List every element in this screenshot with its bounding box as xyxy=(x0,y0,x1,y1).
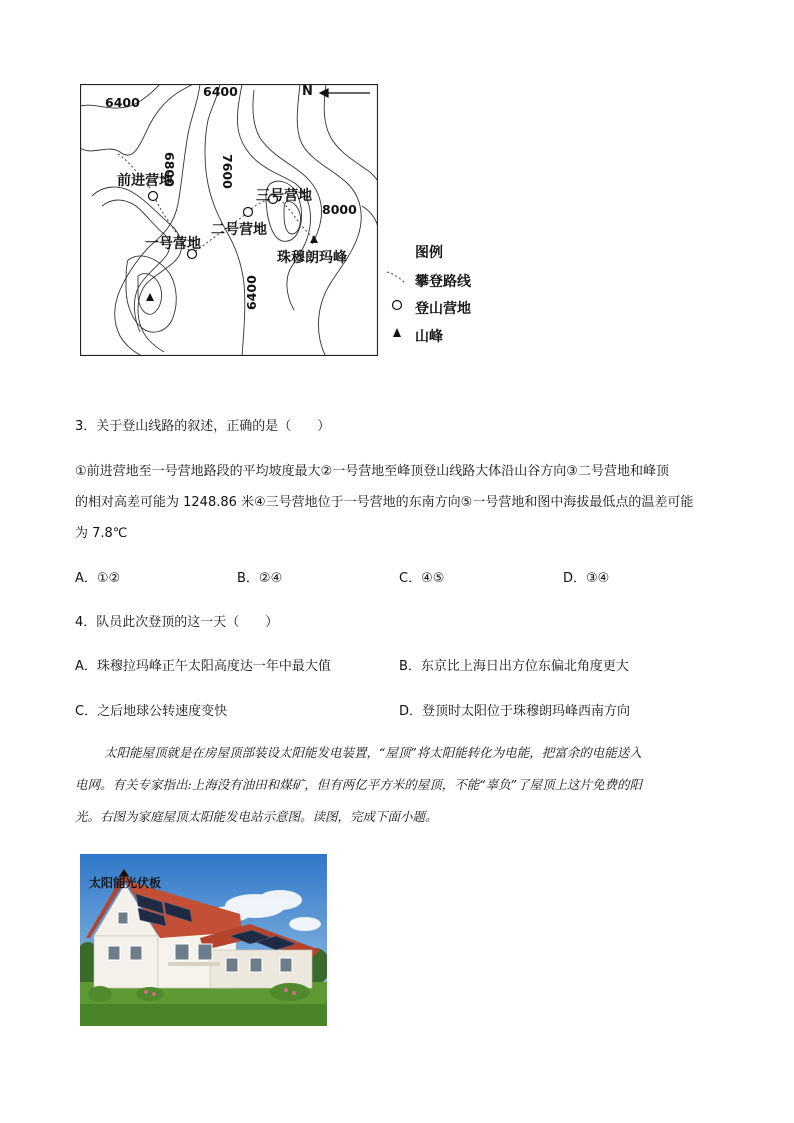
question-4-option-c[interactable]: C．之后地球公转速度变快 xyxy=(75,704,228,719)
contour-label-6400-b: 6400 xyxy=(203,84,238,99)
contour-label-6400-a: 6400 xyxy=(105,95,140,110)
question-3-line-1: ①前进营地至一号营地路段的平均坡度最大②一号营地至峰顶登山线路大体沿山谷方向③二号营地和峰顶 xyxy=(75,464,669,479)
passage-line-3: 光。右图为家庭屋顶太阳能发电站示意图。读图，完成下面小题。 xyxy=(75,809,438,824)
passage-line-1: 太阳能屋顶就是在房屋顶部装设太阳能发电装置，“屋顶”将太阳能转化为电能，把富余的电能送入 xyxy=(104,745,642,760)
question-3-line-3: 为 7.8℃ xyxy=(75,526,128,541)
question-3-stem: 3．关于登山线路的叙述，正确的是（ ） xyxy=(75,419,331,434)
legend-route-label: 攀登路线 xyxy=(415,274,471,290)
advance-camp-marker xyxy=(149,192,158,201)
camp2-label: 二号营地 xyxy=(211,222,267,238)
contour-label-7600: 7600 xyxy=(220,154,235,189)
camp3-label: 三号营地 xyxy=(256,188,312,204)
question-4-stem: 4．队员此次登顶的这一天（ ） xyxy=(75,615,279,630)
route-legend-icon xyxy=(384,268,410,286)
question-3-option-d[interactable]: D．③④ xyxy=(563,571,610,586)
contour-label-6400-c: 6400 xyxy=(244,275,259,310)
camp2-marker xyxy=(244,208,253,217)
question-4-option-d[interactable]: D．登顶时太阳位于珠穆朗玛峰西南方向 xyxy=(399,704,631,719)
solar-panel-label: 太阳能光伏板 xyxy=(89,876,162,890)
question-4-option-a[interactable]: A．珠穆拉玛峰正午太阳高度达一年中最大值 xyxy=(75,659,331,674)
everest-label: 珠穆朗玛峰 xyxy=(277,250,347,266)
peak-legend-icon xyxy=(391,327,403,339)
question-3-line-2: 的相对高差可能为 1248.86 米④三号营地位于一号营地的东南方向⑤一号营地和图中海拔最低点的温差可能 xyxy=(75,495,694,510)
question-3-option-b[interactable]: B．②④ xyxy=(237,571,283,586)
question-4-option-b[interactable]: B．东京比上海日出方位东偏北角度更大 xyxy=(399,659,629,674)
passage-line-2: 电网。有关专家指出:上海没有油田和煤矿，但有两亿平方米的屋顶，不能“辜负”了屋顶上这片免费的阳 xyxy=(75,777,642,792)
camp1-label: 一号营地 xyxy=(145,236,201,252)
map-legend xyxy=(384,238,504,348)
camp-legend-icon xyxy=(390,298,404,312)
question-3-option-a[interactable]: A．①② xyxy=(75,571,121,586)
legend-peak-label: 山峰 xyxy=(415,329,443,345)
topographic-map xyxy=(80,84,378,356)
legend-title: 图例 xyxy=(415,245,443,261)
legend-camp-label: 登山营地 xyxy=(415,301,471,317)
solar-house-photo xyxy=(80,854,327,1026)
advance-camp-label: 前进营地 xyxy=(117,173,173,189)
contour-label-8000: 8000 xyxy=(322,202,357,217)
north-label: N xyxy=(302,84,313,99)
contour-label-6800: 6800 xyxy=(162,152,177,187)
question-3-option-c[interactable]: C．④⑤ xyxy=(399,571,445,586)
